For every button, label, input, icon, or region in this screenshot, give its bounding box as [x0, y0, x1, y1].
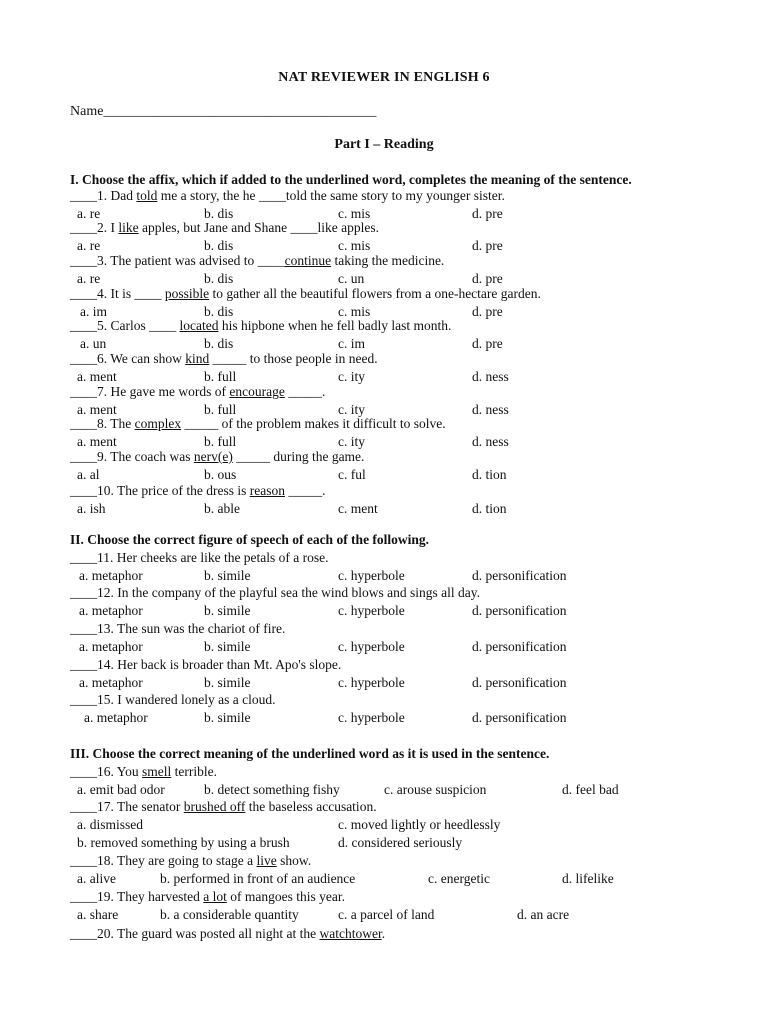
question-prefix: ____4. It is ____	[70, 286, 165, 301]
question-prefix: ____5. Carlos ____	[70, 318, 180, 333]
question-text	[70, 621, 285, 637]
answer-option[interactable]: c. hyperbole	[338, 568, 405, 583]
answer-option[interactable]: d. considered seriously	[338, 835, 463, 850]
part-heading: Part I – Reading	[334, 137, 434, 152]
answer-option[interactable]: d. personification	[472, 710, 567, 725]
answer-option[interactable]: b. dis	[204, 206, 234, 221]
question-prefix: ____17. The senator	[70, 799, 184, 814]
answer-option[interactable]: b. full	[204, 434, 237, 449]
answer-option[interactable]: b. able	[204, 501, 240, 516]
question-suffix: taking the medicine.	[331, 253, 445, 268]
answer-option[interactable]: c. moved lightly or heedlessly	[338, 817, 501, 832]
answer-options-row	[0, 568, 768, 584]
answer-option[interactable]: b. dis	[204, 271, 234, 286]
answer-option[interactable]: c. un	[338, 271, 365, 286]
underlined-word: encourage	[229, 384, 285, 399]
underlined-word: like	[118, 220, 139, 235]
answer-option[interactable]: c. ity	[338, 402, 365, 417]
question-text	[70, 318, 451, 334]
question-suffix: me a story, the he ____told the same story to my younger sister.	[157, 188, 505, 203]
question-prefix: ____6. We can show	[70, 351, 186, 366]
answer-option[interactable]: c. ful	[338, 467, 366, 482]
answer-option[interactable]: a. metaphor	[79, 675, 143, 690]
answer-option[interactable]: c. im	[338, 336, 365, 351]
answer-option[interactable]: d. pre	[472, 206, 503, 221]
answer-option[interactable]: c. energetic	[428, 871, 490, 886]
question-text	[70, 692, 275, 708]
question-text	[70, 483, 325, 499]
question-prefix: ____12. In the company of the playful sea the wind blows and sings all day.	[70, 585, 481, 600]
answer-options-row	[0, 501, 768, 517]
question-text	[70, 220, 379, 236]
answer-option[interactable]: a. un	[80, 336, 107, 351]
question-prefix: ____2. I	[70, 220, 119, 235]
answer-option[interactable]: b. performed in front of an audience	[160, 871, 356, 886]
answer-option[interactable]: a. ment	[77, 402, 117, 417]
answer-option[interactable]: d. ness	[472, 402, 509, 417]
answer-option[interactable]: c. ment	[338, 501, 378, 516]
answer-options-row	[0, 434, 768, 450]
answer-options-row	[0, 675, 768, 691]
question-text	[70, 926, 385, 942]
answer-option[interactable]: d. personification	[472, 568, 567, 583]
question-suffix: _____ of the problem makes it difficult to solve.	[181, 416, 446, 431]
answer-option[interactable]: a. alive	[77, 871, 116, 886]
question-text	[70, 657, 341, 673]
underlined-word: watchtower	[319, 926, 382, 941]
underlined-word: told	[136, 188, 158, 203]
question-suffix: the baseless accusation.	[245, 799, 377, 814]
answer-option[interactable]: b. detect something fishy	[204, 782, 340, 797]
answer-option[interactable]: c. hyperbole	[338, 603, 405, 618]
question-text	[70, 764, 217, 780]
answer-option[interactable]: b. removed something by using a brush	[77, 835, 290, 850]
question-suffix: show.	[276, 853, 312, 868]
answer-options-row	[0, 871, 768, 887]
question-suffix: _____.	[284, 483, 326, 498]
answer-option[interactable]: b. dis	[204, 304, 234, 319]
question-prefix: ____1. Dad	[70, 188, 137, 203]
answer-option[interactable]: a. metaphor	[79, 568, 143, 583]
answer-option[interactable]: d. tion	[472, 501, 507, 516]
question-prefix: ____13. The sun was the chariot of fire.	[70, 621, 286, 636]
question-text	[70, 286, 541, 302]
underlined-word: continue	[284, 253, 332, 268]
question-suffix: of mangoes this year.	[226, 889, 345, 904]
underlined-word: live	[256, 853, 277, 868]
answer-option[interactable]: d. pre	[472, 336, 503, 351]
question-suffix: _____ to those people in need.	[209, 351, 378, 366]
answer-option[interactable]: b. simile	[204, 603, 251, 618]
answer-option[interactable]: d. personification	[472, 675, 567, 690]
answer-option[interactable]: a. ish	[77, 501, 106, 516]
answer-option[interactable]: b. simile	[204, 675, 251, 690]
question-prefix: ____8. The	[70, 416, 135, 431]
answer-option[interactable]: b. ous	[204, 467, 237, 482]
question-suffix: _____.	[284, 384, 326, 399]
question-prefix: ____15. I wandered lonely as a cloud.	[70, 692, 276, 707]
answer-option[interactable]: c. mis	[338, 238, 371, 253]
answer-option[interactable]: c. ity	[338, 369, 365, 384]
section-heading: III. Choose the correct meaning of the underlined word as it is used in the sentence.	[70, 746, 550, 761]
answer-option[interactable]: a. metaphor	[79, 639, 143, 654]
answer-option[interactable]: c. hyperbole	[338, 710, 405, 725]
underlined-word: brushed off	[183, 799, 246, 814]
answer-option[interactable]: c. a parcel of land	[338, 907, 435, 922]
answer-option[interactable]: d. feel bad	[562, 782, 619, 797]
answer-option[interactable]: a. re	[77, 206, 101, 221]
question-prefix: ____9. The coach was	[70, 449, 194, 464]
question-suffix: _____ during the game.	[232, 449, 365, 464]
answer-options-row	[0, 782, 768, 798]
question-text	[70, 799, 377, 815]
section-heading: II. Choose the correct figure of speech of each of the following.	[70, 532, 430, 547]
question-text	[70, 253, 444, 269]
answer-option[interactable]: d. pre	[472, 238, 503, 253]
underlined-word: located	[179, 318, 219, 333]
answer-options-row	[0, 271, 768, 287]
question-suffix: apples, but Jane and Shane ____like apples.	[138, 220, 379, 235]
answer-option[interactable]: d. pre	[472, 271, 503, 286]
answer-option[interactable]: a. re	[77, 238, 101, 253]
answer-option[interactable]: d. personification	[472, 603, 567, 618]
answer-option[interactable]: c. hyperbole	[338, 639, 405, 654]
answer-option[interactable]: d. pre	[472, 304, 503, 319]
underlined-word: a lot	[203, 889, 227, 904]
question-prefix: ____20. The guard was posted all night at the	[70, 926, 320, 941]
answer-option[interactable]: b. full	[204, 402, 237, 417]
answer-option[interactable]: c. ity	[338, 434, 365, 449]
answer-option[interactable]: d. lifelike	[562, 871, 614, 886]
question-text	[70, 853, 311, 869]
answer-option[interactable]: a. ment	[77, 434, 117, 449]
answer-option[interactable]: a. dismissed	[77, 817, 143, 832]
answer-option[interactable]: a. al	[77, 467, 100, 482]
answer-option[interactable]: d. an acre	[517, 907, 570, 922]
question-suffix: to gather all the beautiful flowers from a one-hectare garden.	[209, 286, 541, 301]
answer-option[interactable]: d. tion	[472, 467, 507, 482]
answer-options-row	[0, 907, 768, 923]
answer-options-row	[0, 238, 768, 254]
answer-option[interactable]: d. ness	[472, 434, 509, 449]
answer-options-row	[0, 710, 768, 726]
question-suffix: terrible.	[171, 764, 218, 779]
question-prefix: ____7. He gave me words of	[70, 384, 230, 399]
name-field-line: Name_______________________________________	[70, 104, 377, 119]
document-title: NAT REVIEWER IN ENGLISH 6	[278, 70, 490, 85]
answer-option[interactable]: a. metaphor	[79, 603, 143, 618]
answer-option[interactable]: b. dis	[204, 238, 234, 253]
answer-options-row	[0, 639, 768, 655]
underlined-word: nerv(e)	[193, 449, 233, 464]
answer-option[interactable]: b. simile	[204, 710, 251, 725]
answer-option[interactable]: c. mis	[338, 304, 371, 319]
answer-option[interactable]: b. simile	[204, 568, 251, 583]
answer-option[interactable]: c. mis	[338, 206, 371, 221]
answer-option[interactable]: d. personification	[472, 639, 567, 654]
underlined-word: possible	[164, 286, 210, 301]
answer-options-row	[0, 603, 768, 619]
question-text	[70, 550, 329, 566]
answer-option[interactable]: c. arouse suspicion	[384, 782, 487, 797]
question-text	[70, 188, 505, 204]
answer-option[interactable]: a. share	[77, 907, 119, 922]
question-text	[70, 449, 364, 465]
answer-option[interactable]: a. emit bad odor	[77, 782, 165, 797]
answer-option[interactable]: a. metaphor	[84, 710, 148, 725]
question-text	[70, 351, 378, 367]
answer-option[interactable]: b. dis	[204, 336, 234, 351]
answer-option[interactable]: a. ment	[77, 369, 117, 384]
answer-options-row	[0, 336, 768, 352]
answer-option[interactable]: b. a considerable quantity	[160, 907, 299, 922]
question-prefix: ____11. Her cheeks are like the petals of a rose.	[70, 550, 329, 565]
question-prefix: ____19. They harvested	[70, 889, 204, 904]
question-prefix: ____3. The patient was advised to ____	[70, 253, 285, 268]
underlined-word: kind	[185, 351, 210, 366]
answer-options-row	[0, 467, 768, 483]
question-text	[70, 889, 345, 905]
question-prefix: ____18. They are going to stage a	[70, 853, 257, 868]
question-prefix: ____16. You	[70, 764, 143, 779]
question-text	[70, 416, 446, 432]
answer-option[interactable]: b. simile	[204, 639, 251, 654]
answer-option[interactable]: d. ness	[472, 369, 509, 384]
question-prefix: ____10. The price of the dress is	[70, 483, 250, 498]
underlined-word: reason	[249, 483, 285, 498]
question-suffix: .	[381, 926, 386, 941]
question-suffix: his hipbone when he fell badly last month.	[218, 318, 452, 333]
answer-option[interactable]: a. re	[77, 271, 101, 286]
answer-option[interactable]: c. hyperbole	[338, 675, 405, 690]
underlined-word: smell	[142, 764, 172, 779]
answer-options-row	[0, 369, 768, 385]
section-heading: I. Choose the affix, which if added to the underlined word, completes the meaning of the sentence.	[70, 172, 632, 187]
answer-option[interactable]: b. full	[204, 369, 237, 384]
answer-option[interactable]: a. im	[80, 304, 107, 319]
question-prefix: ____14. Her back is broader than Mt. Apo's slope.	[70, 657, 342, 672]
underlined-word: complex	[134, 416, 182, 431]
question-text	[70, 384, 325, 400]
question-text	[70, 585, 480, 601]
